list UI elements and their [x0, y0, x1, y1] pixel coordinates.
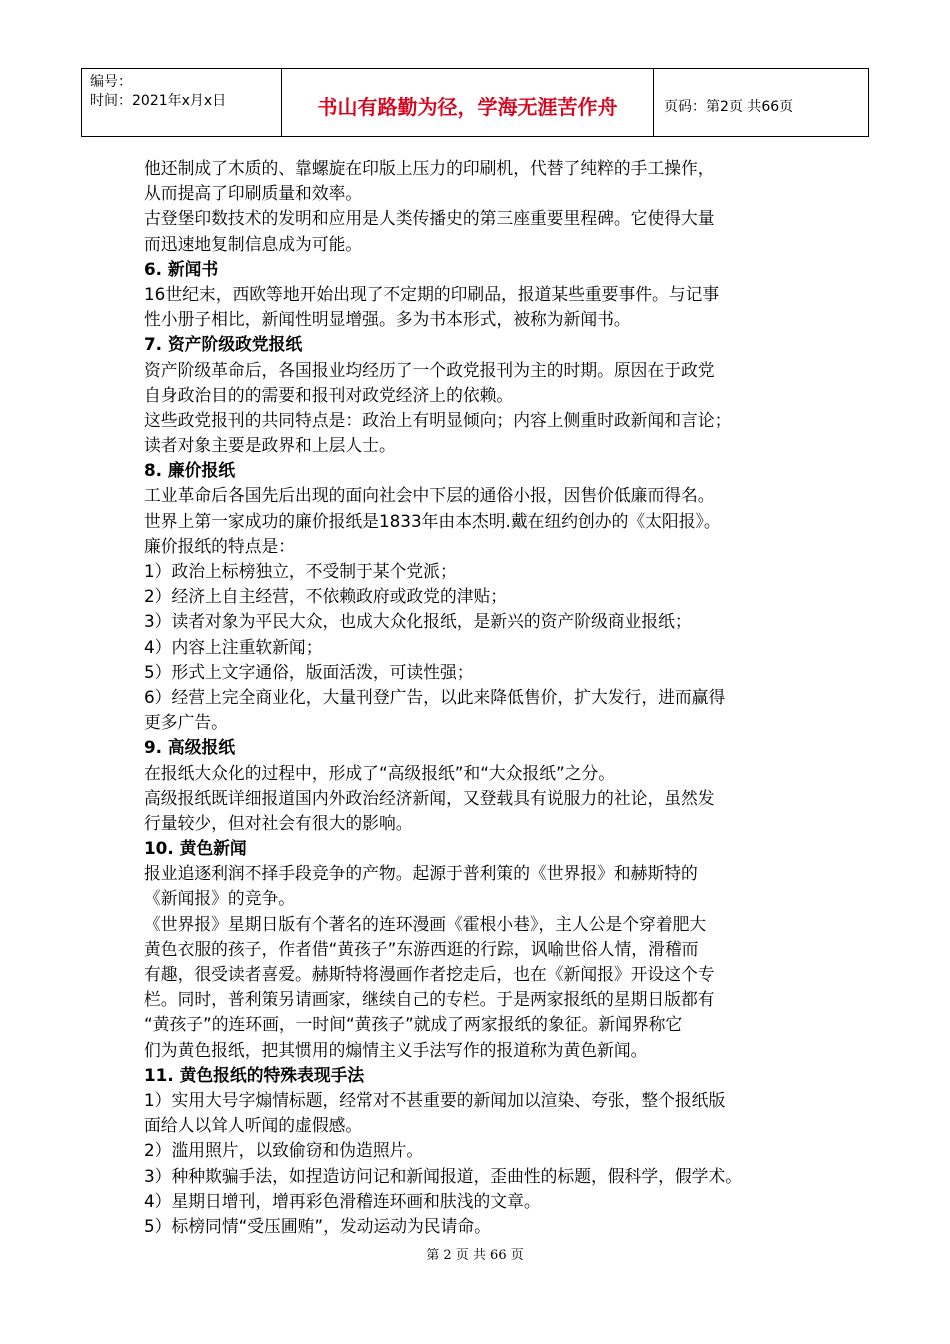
text-line: 1）实用大号字煽情标题，经常对不甚重要的新闻加以渲染、夸张，整个报纸版 — [144, 1089, 726, 1110]
page-header — [81, 68, 869, 137]
text-line: 行量较少，但对社会有很大的影响。 — [144, 812, 413, 833]
text-line: 《世界报》星期日版有个著名的连环漫画《霍根小巷》，主人公是个穿着肥大 — [144, 913, 707, 934]
text-line: 16世纪末，西欧等地开始出现了不定期的印刷品，报道某些重要事件。与记事 — [144, 283, 720, 304]
text-line: 报业追逐利润不择手段竞争的产物。起源于普利策的《世界报》和赫斯特的 — [144, 863, 698, 884]
text-line: 5）形式上文字通俗，版面活泼，可读性强； — [144, 661, 474, 682]
section-heading: 10. 黄色新闻 — [144, 838, 247, 859]
text-line: 工业革命后各国先后出现的面向社会中下层的通俗小报，因售价低廉而得名。 — [144, 485, 715, 506]
text-line: 世界上第一家成功的廉价报纸是1833年由本杰明.戴在纽约创办的《太阳报》。 — [144, 510, 721, 531]
text-line: 黄色衣服的孩子，作者借“黄孩子”东游西逛的行踪，讽喻世俗人情，滑稽而 — [144, 938, 699, 959]
text-line: 而迅速地复制信息成为可能。 — [144, 233, 363, 254]
text-line: “黄孩子”的连环画，一时间“黄孩子”就成了两家报纸的象征。新闻界称它 — [144, 1014, 683, 1035]
text-line: 6）经营上完全商业化，大量刊登广告，以此来降低售价，扩大发行，进而赢得 — [144, 686, 726, 707]
text-line: 3）种种欺骗手法，如捏造访问记和新闻报道，歪曲性的标题，假科学，假学术。 — [144, 1165, 743, 1186]
text-line: 5）标榜同情“受压圃贿”，发动运动为民请命。 — [144, 1215, 491, 1236]
text-line: 3）读者对象为平民大众，也成大众化报纸，是新兴的资产阶级商业报纸； — [144, 611, 692, 632]
document-time-label: 时间：2021年x月x日 — [90, 93, 227, 109]
section-heading: 7. 资产阶级政党报纸 — [144, 334, 303, 355]
text-line: 廉价报纸的特点是： — [144, 535, 296, 556]
text-line: 2）经济上自主经营，不依赖政府或政党的津贴； — [144, 586, 508, 607]
text-line: 资产阶级革命后，各国报业均经历了一个政党报刊为主的时期。原因在于政党 — [144, 359, 715, 380]
header-motto: 书山有路勤为径，学海无涯苦作舟 — [282, 69, 654, 136]
page-footer: 第 2 页 共 66 页 — [426, 1248, 524, 1263]
section-heading: 9. 高级报纸 — [144, 737, 236, 758]
section-heading: 11. 黄色报纸的特殊表现手法 — [144, 1064, 365, 1085]
section-heading: 8. 廉价报纸 — [144, 460, 236, 481]
text-line: 更多广告。 — [144, 712, 228, 733]
text-line: 们为黄色报纸，把其惯用的煽情主义手法写作的报道称为黄色新闻。 — [144, 1039, 648, 1060]
text-line: 这些政党报刊的共同特点是：政治上有明显倾向；内容上侧重时政新闻和言论； — [144, 409, 732, 430]
text-line: 古登堡印数技术的发明和应用是人类传播史的第三座重要里程碑。它使得大量 — [144, 208, 715, 229]
text-line: 栏。同时，普利策另请画家，继续自己的专栏。于是两家报纸的星期日版都有 — [144, 989, 715, 1010]
header-meta — [82, 69, 282, 136]
text-line: 2）滥用照片，以致偷窃和伪造照片。 — [144, 1140, 424, 1161]
document-number-label: 编号： — [90, 74, 132, 90]
text-line: 性小册子相比，新闻性明显增强。多为书本形式，被称为新闻书。 — [144, 309, 631, 330]
text-line: 自身政治目的的需要和报刊对政党经济上的依赖。 — [144, 384, 514, 405]
text-line: 高级报纸既详细报道国内外政治经济新闻，又登载具有说服力的社论，虽然发 — [144, 787, 715, 808]
text-line: 有趣，很受读者喜爱。赫斯特将漫画作者挖走后，也在《新闻报》开设这个专 — [144, 964, 715, 984]
text-line: 《新闻报》的竞争。 — [144, 888, 296, 909]
text-line: 在报纸大众化的过程中，形成了“高级报纸”和“大众报纸”之分。 — [144, 762, 616, 783]
text-line: 4）内容上注重软新闻； — [144, 636, 323, 657]
document-body — [144, 156, 824, 1239]
text-line: 他还制成了木质的、靠螺旋在印版上压力的印刷机，代替了纯粹的手工操作， — [144, 158, 715, 178]
section-heading: 6. 新闻书 — [144, 258, 219, 279]
text-line: 面给人以耸人听闻的虚假感。 — [144, 1115, 363, 1136]
header-page-info: 页码：第2页 共66页 — [664, 98, 794, 115]
text-line: 从而提高了印刷质量和效率。 — [144, 183, 363, 204]
text-line: 1）政治上标榜独立，不受制于某个党派； — [144, 561, 457, 581]
text-line: 4）星期日增刊，增再彩色滑稽连环画和肤浅的文章。 — [144, 1190, 541, 1211]
text-line: 读者对象主要是政界和上层人士。 — [144, 435, 396, 456]
